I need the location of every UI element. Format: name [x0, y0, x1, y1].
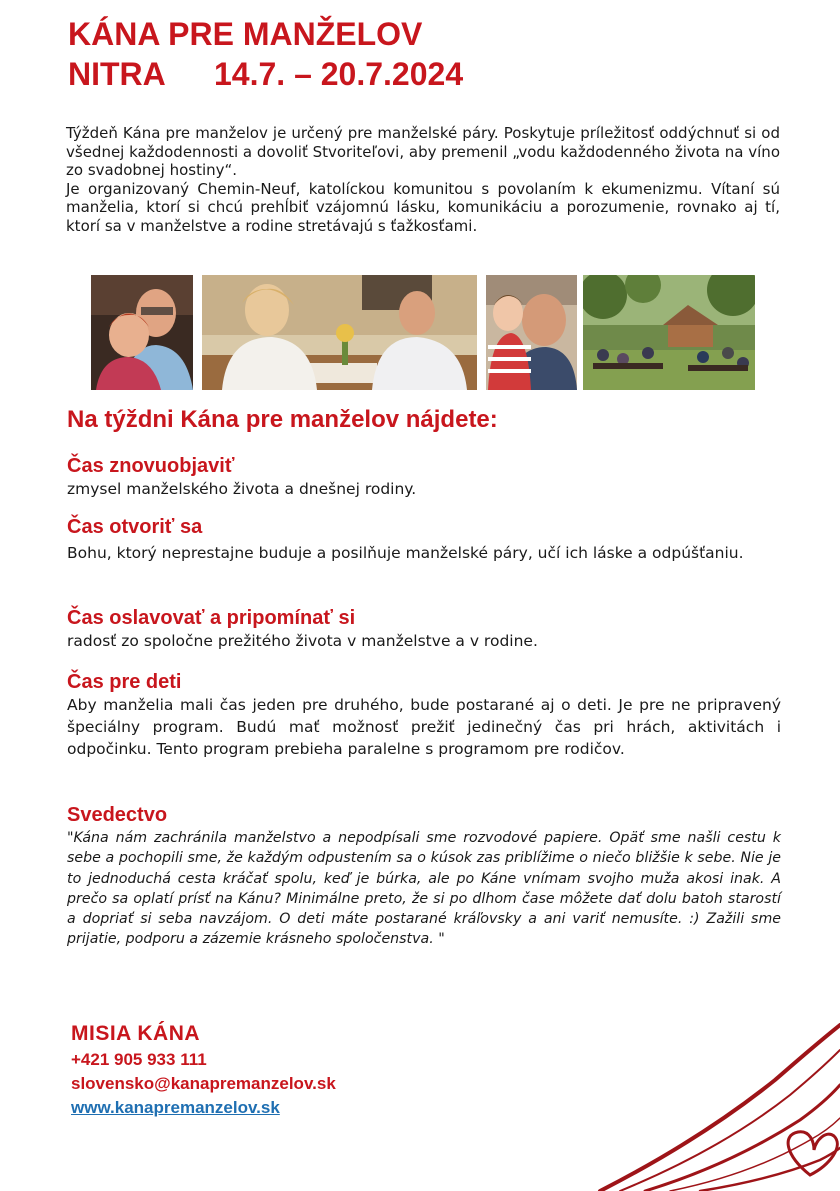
section-open: [67, 515, 781, 564]
section-celebrate: [67, 606, 781, 652]
decorative-swirl-heart-icon: [560, 990, 840, 1191]
section-body: Aby manželia mali čas jeden pre druhého, bude postarané aj o deti. Je pre ne pripravený špeciálny program. Budú mať možnosť prežiť jedinečný čas pri hrách, aktivitách i odpočinku. Tento program prebieha paralelne s programom pre rodičov.: [67, 696, 781, 758]
contact-block: [71, 1020, 336, 1120]
organization-name: MISIA KÁNA: [71, 1022, 201, 1045]
testimony-quote: "Kána nám zachránila manželstvo a nepodpísali sme rozvodové papiere. Opäť sme našli cestu k sebe a pochopili sme, že každým odpustením sa o kúsok zas priblížime o niečo bližšie k sebe. Nie je to jednoduchá cesta kráčať spolu, keď je búrka, ale po Káne vnímam svojho muža akosi inak. A prečo sa oplatí prísť na Kánu? Minimálne preto, že si po dlhom čase môžete dať dolu batoh starostí a dopriať si seba navzájom. O deti máte postarané kráľovsky a ani variť nemusíte. :) Zažili sme prijatie, podporu a zázemie krásneho spoločenstva. ": [67, 830, 781, 948]
section-body: Bohu, ktorý neprestajne buduje a posilňuje manželské páry, učí ich láske a odpúšťaniu.: [67, 544, 744, 562]
phone-number[interactable]: +421 905 933 111: [71, 1050, 207, 1069]
section-heading: Čas pre deti: [67, 671, 182, 693]
event-dates: 14.7. – 20.7.2024: [214, 56, 464, 92]
couple-photo: [91, 275, 193, 390]
find-heading: Na týždni Kána pre manželov nájdete:: [67, 406, 498, 433]
grandfather-child-photo: [486, 275, 577, 390]
page-title: [68, 14, 463, 94]
event-city: NITRA: [68, 56, 166, 92]
section-heading: Čas otvoriť sa: [67, 516, 203, 538]
intro-paragraph-2: Je organizovaný Chemin-Neuf, katolíckou komunitou s povolaním k ekumenizmu. Vítaní sú manželia, ktorí si chcú prehĺbiť vzájomnú lásku, komunikáciu a porozumenie, rovnako aj tí, ktorí sa v manželstve a rodine stretávajú s ťažkosťami.: [66, 179, 780, 235]
website-link[interactable]: www.kanapremanzelov.sk: [71, 1098, 280, 1117]
conversation-photo: [202, 275, 477, 390]
photo-strip: [91, 275, 755, 390]
section-body: zmysel manželského života a dnešnej rodiny.: [67, 480, 417, 498]
testimony-heading: Svedectvo: [67, 804, 168, 826]
section-children: [67, 670, 781, 760]
testimony: [67, 803, 781, 950]
outdoor-gathering-photo: [583, 275, 755, 390]
section-body: radosť zo spoločne prežitého života v manželstve a v rodine.: [67, 632, 538, 650]
title-line2: [68, 54, 463, 94]
section-heading: Čas oslavovať a pripomínať si: [67, 607, 356, 629]
intro-paragraph-1: Týždeň Kána pre manželov je určený pre manželské páry. Poskytuje príležitosť oddýchnuť si od všednej každodennosti a dovoliť Stvoriteľovi, aby premenil „vodu každodenného života na víno zo svadobnej hostiny“.: [66, 124, 780, 179]
title-line1: KÁNA PRE MANŽELOV: [68, 16, 423, 52]
section-rediscover: [67, 454, 781, 500]
email-address[interactable]: slovensko@kanapremanzelov.sk: [71, 1074, 336, 1093]
section-heading: Čas znovuobjaviť: [67, 455, 235, 477]
intro-text: [66, 124, 780, 235]
